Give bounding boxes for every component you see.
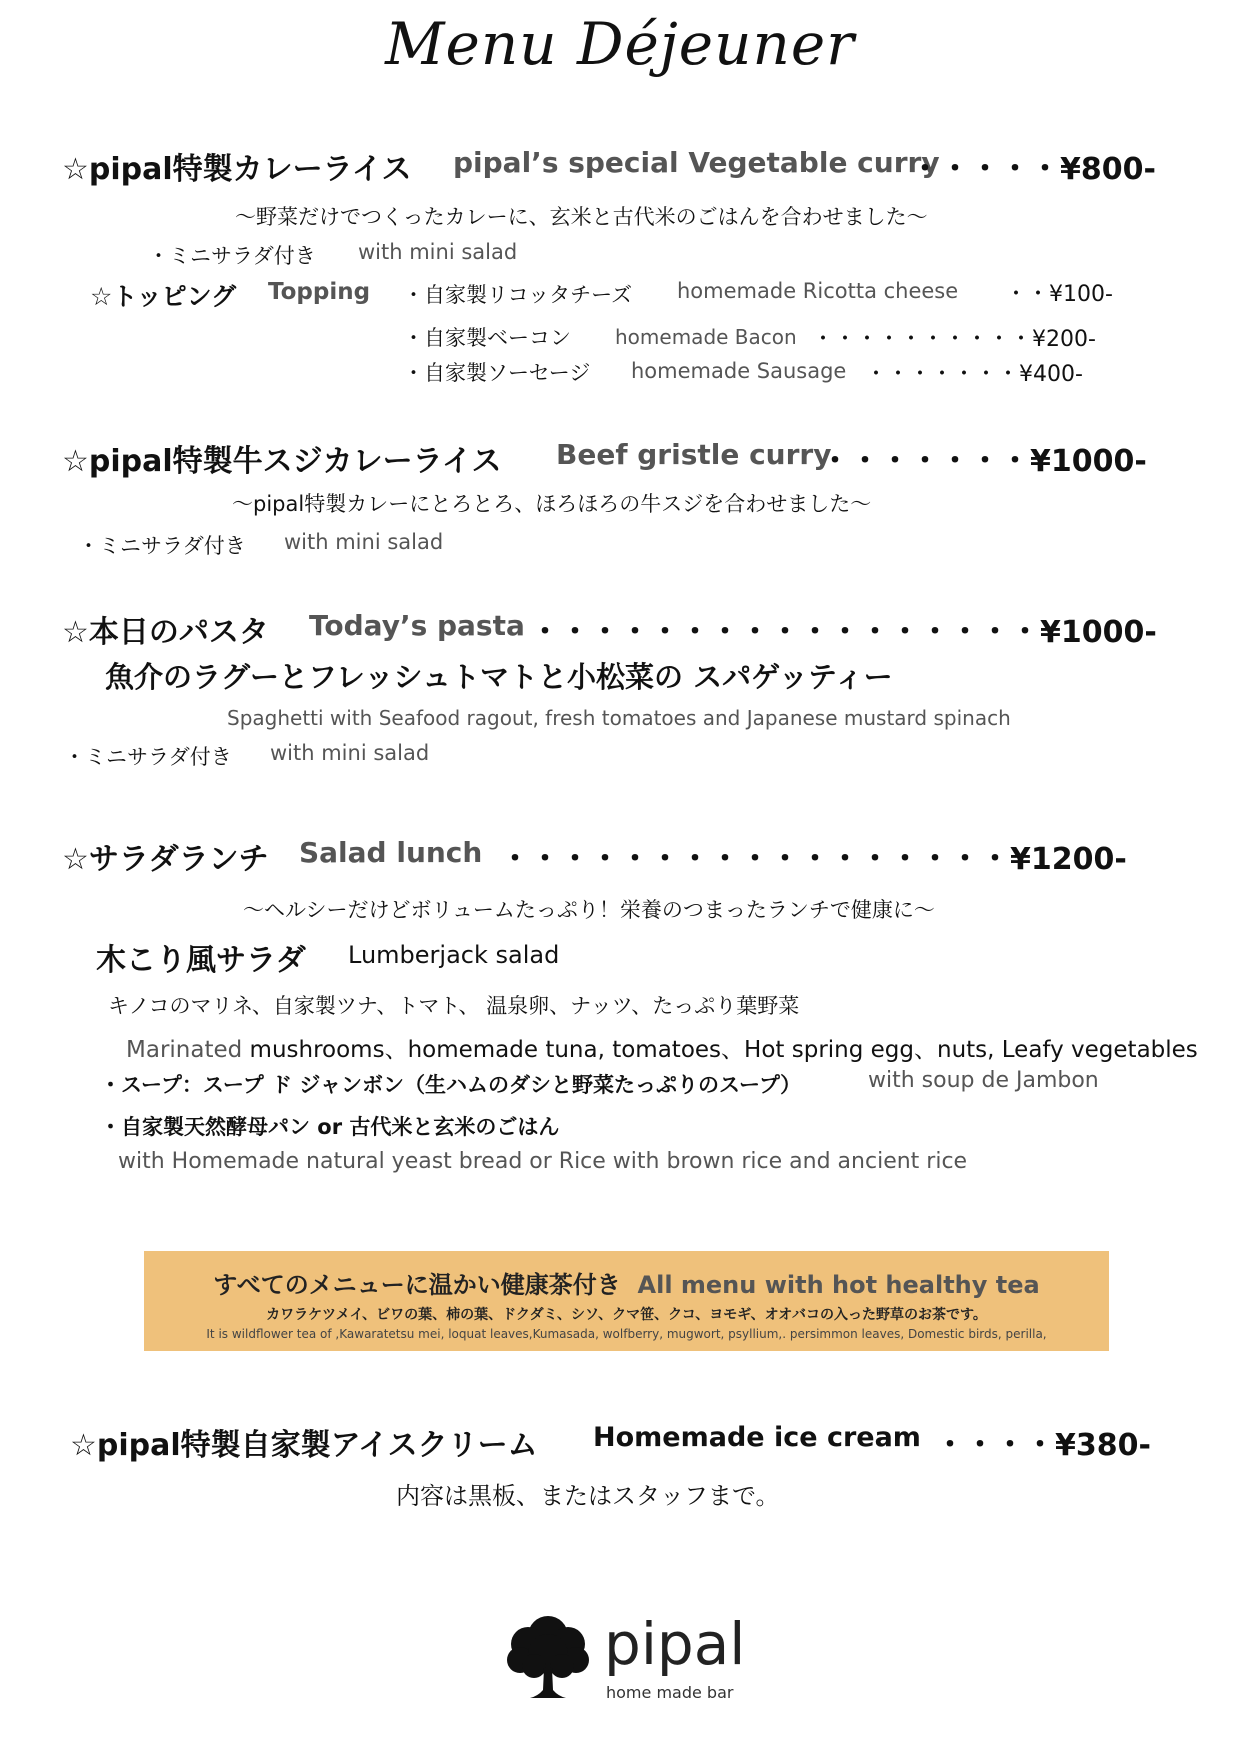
salad-ingredients-en-b: mushrooms、homemade tuna, tomatoes、Hot spring egg、nuts, Leafy vegetables — [242, 1037, 1198, 1063]
tea-list-jp: カワラケツメイ、ビワの葉、柿の葉、ドクダミ、シソ、クマ笹、クコ、ヨモギ、オオバコの入った野草のお茶です。 — [266, 1307, 987, 1323]
salad-ingredients-en-a: Marinated — [126, 1037, 243, 1063]
curry-description: 〜野菜だけでつくったカレーに、玄米と古代米のごはんを合わせました〜 — [235, 205, 928, 229]
page-title: Menu Déjeuner — [385, 10, 855, 78]
topping-1-en: homemade Ricotta cheese — [677, 279, 959, 303]
tea-banner — [144, 1251, 1109, 1351]
pasta-salad-en: with mini salad — [270, 741, 430, 765]
topping-2-price: ・・・・・・・・・・¥200- — [812, 327, 1096, 352]
brand-logo — [500, 1610, 780, 1710]
icecream-note: 内容は黒板、またはスタッフまで。 — [396, 1482, 780, 1510]
logo-wordmark: pipal — [604, 1610, 746, 1678]
salad-title-jp: ☆サラダランチ — [62, 842, 269, 877]
curry-title-jp: ☆pipal特製カレーライス — [62, 152, 412, 187]
salad-dish-jp: 木こり風サラダ — [96, 943, 306, 978]
beef-title-en: Beef gristle curry — [556, 438, 832, 471]
pasta-title-jp: ☆本日のパスタ — [62, 615, 269, 650]
beef-price: ・・・・・・・¥1000- — [820, 444, 1147, 479]
curry-price: ・・・・・¥800- — [910, 152, 1156, 187]
pasta-salad-jp: ・ミニサラダ付き — [64, 745, 232, 769]
curry-salad-en: with mini salad — [358, 240, 518, 264]
pasta-title-en: Today’s pasta — [309, 609, 525, 642]
salad-price: ・・・・・・・・・・・・・・・・・¥1200- — [500, 842, 1127, 877]
tea-heading-en: All menu with hot healthy tea — [637, 1271, 1040, 1299]
icecream-price: ・・・・¥380- — [935, 1428, 1151, 1463]
tea-heading — [144, 1265, 1109, 1300]
tea-list-en: It is wildflower tea of ,Kawaratetsu mei, loquat leaves,Kumasada, wolfberry, mugwort, psyllium,. persimmon leaves, Domestic birds, perilla, — [206, 1327, 1047, 1341]
topping-1-price: ・・¥100- — [1005, 282, 1113, 307]
curry-title-en: pipal’s special Vegetable curry — [453, 146, 940, 179]
topping-label-en: Topping — [268, 279, 371, 305]
pasta-dish-jp: 魚介のラグーとフレッシュトマトと小松菜の スパゲッティー — [105, 660, 893, 694]
salad-soup-jp: ・スープ：スープ ド ジャンボン（生ハムのダシと野菜たっぷりのスープ） — [100, 1073, 802, 1097]
topping-label-jp: ☆トッピング — [90, 282, 237, 311]
topping-3-price: ・・・・・・・¥400- — [865, 362, 1083, 387]
beef-salad-jp: ・ミニサラダ付き — [78, 534, 246, 558]
salad-ingredients-jp: キノコのマリネ、自家製ツナ、トマト、 温泉卵、ナッツ、たっぷり葉野菜 — [108, 994, 800, 1018]
tea-heading-jp: すべてのメニューに温かい健康茶付き — [213, 1271, 621, 1299]
topping-2-jp: ・自家製ベーコン — [403, 326, 571, 350]
icecream-title-en: Homemade ice cream — [593, 1422, 921, 1453]
beef-description: 〜pipal特製カレーにとろとろ、ほろほろの牛スジを合わせました〜 — [232, 492, 872, 516]
beef-title-jp: ☆pipal特製牛スジカレーライス — [62, 444, 502, 479]
topping-3-en: homemade Sausage — [631, 359, 847, 383]
topping-2-en: homemade Bacon — [615, 325, 797, 349]
logo-tagline: home made bar — [606, 1683, 734, 1702]
topping-1-jp: ・自家製リコッタチーズ — [403, 283, 633, 307]
salad-title-en: Salad lunch — [299, 836, 483, 869]
salad-soup-en: with soup de Jambon — [868, 1068, 1099, 1093]
topping-3-jp: ・自家製ソーセージ — [403, 361, 591, 385]
pasta-dish-en: Spaghetti with Seafood ragout, fresh tomatoes and Japanese mustard spinach — [227, 706, 1011, 730]
pasta-price: ・・・・・・・・・・・・・・・・・¥1000- — [530, 615, 1157, 650]
tree-icon — [500, 1610, 596, 1706]
salad-description: 〜ヘルシーだけどボリュームたっぷり！栄養のつまったランチで健康に〜 — [243, 898, 935, 922]
salad-ingredients-en — [126, 1031, 1198, 1064]
beef-salad-en: with mini salad — [284, 530, 444, 554]
salad-dish-en: Lumberjack salad — [348, 941, 560, 969]
salad-bread-jp: ・自家製天然酵母パン or 古代米と玄米のごはん — [100, 1115, 560, 1139]
icecream-title-jp: ☆pipal特製自家製アイスクリーム — [70, 1428, 538, 1463]
curry-salad-jp: ・ミニサラダ付き — [148, 244, 316, 268]
salad-bread-en: with Homemade natural yeast bread or Rice with brown rice and ancient rice — [118, 1149, 968, 1174]
